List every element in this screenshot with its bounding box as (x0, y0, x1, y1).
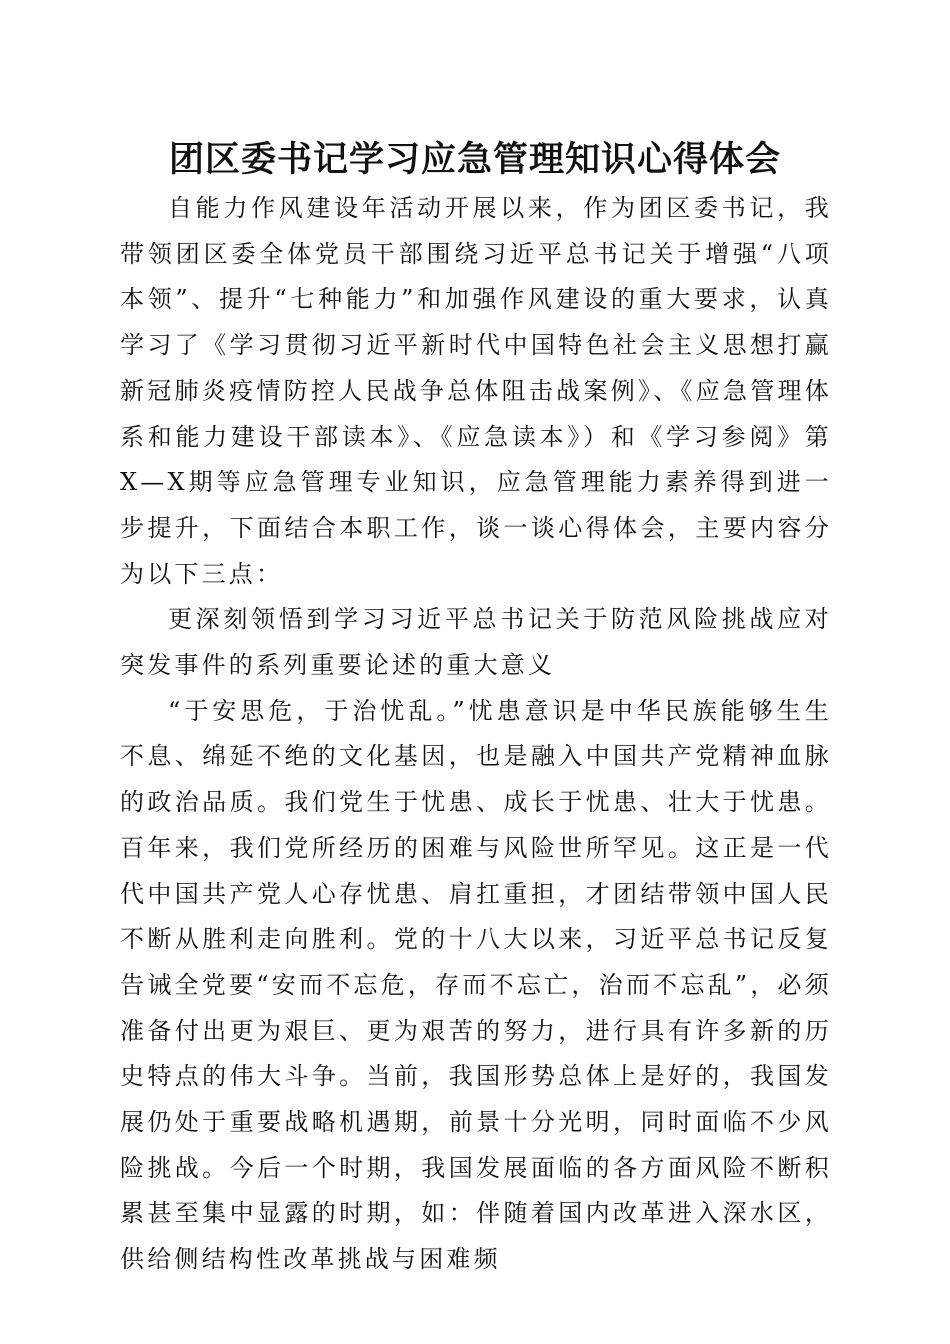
document-body (120, 186, 832, 1283)
document-title: 团区委书记学习应急管理知识心得体会 (168, 139, 781, 180)
section-heading-paragraph: 更深刻领悟到学习习近平总书记关于防范风险挑战应对突发事件的系列重要论述的重大意义 (120, 605, 832, 680)
intro-paragraph: 自能力作风建设年活动开展以来，作为团区委书记，我带领团区委全体党员干部围绕习近平总书记关于增强“八项本领”、提升“七种能力”和加强作风建设的重大要求，认真学习了《学习贯彻习近平新时代中国特色社会主义思想打赢新冠肺炎疫情防控人民战争总体阻击战案例》、《应急管理体系和能力建设干部读本》、《应急读本》）和《学习参阅》第X—X期等应急管理专业知识，应急管理能力素养得到进一步提升，下面结合本职工作，谈一谈心得体会，主要内容分为以下三点： (120, 194, 832, 588)
body-paragraph: “于安思危，于治忧乱。”忧患意识是中华民族能够生生不息、绵延不绝的文化基因，也是融入中国共产党精神血脉的政治品质。我们党生于忧患、成长于忧患、壮大于忧患。百年来，我们党所经历的困难与风险世所罕见。这正是一代代中国共产党人心存忧患、肩扛重担，才团结带领中国人民不断从胜利走向胜利。党的十八大以来，习近平总书记反复告诫全党要“安而不忘危，存而不忘亡，治而不忘乱”，必须准备付出更为艰巨、更为艰苦的努力，进行具有许多新的历史特点的伟大斗争。当前，我国形势总体上是好的，我国发展仍处于重要战略机遇期，前景十分光明，同时面临不少风险挑战。今后一个时期，我国发展面临的各方面风险不断积累甚至集中显露的时期，如：伴随着国内改革进入深水区，供给侧结构性改革挑战与困难频 (120, 696, 832, 1274)
